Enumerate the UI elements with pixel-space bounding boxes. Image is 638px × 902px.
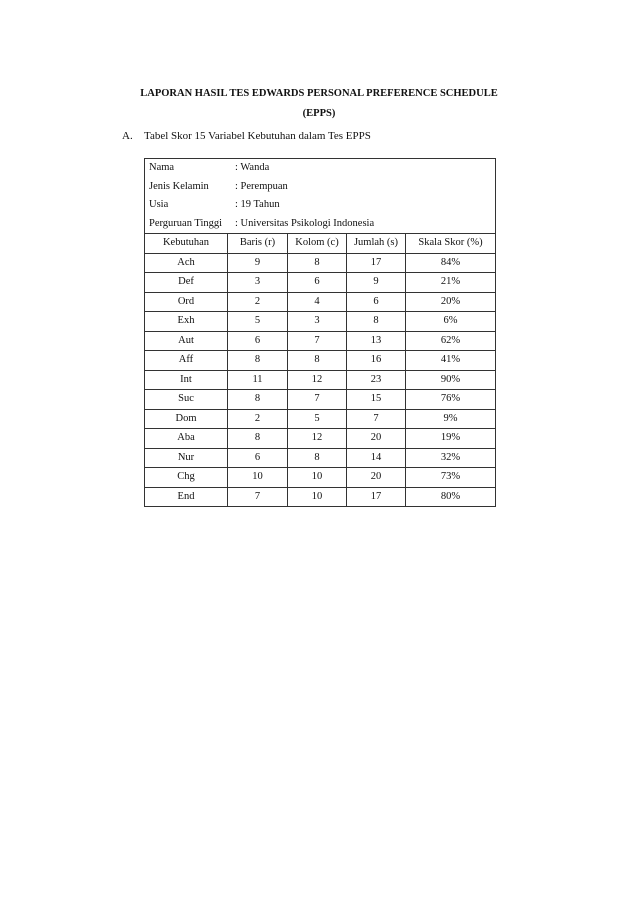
section-heading <box>122 130 371 142</box>
info-value: : Perempuan <box>235 180 288 192</box>
column-header: Kebutuhan <box>145 234 228 254</box>
table-cell: 17 <box>347 487 406 507</box>
info-row-name <box>145 159 496 178</box>
table-cell: 41% <box>406 351 496 371</box>
table-row <box>145 273 496 293</box>
table-cell: 3 <box>288 312 347 332</box>
table-cell: 16 <box>347 351 406 371</box>
info-row-gender <box>145 178 496 197</box>
table-row <box>145 312 496 332</box>
info-label: Nama <box>149 162 175 173</box>
table-cell: 20 <box>347 429 406 449</box>
column-header: Jumlah (s) <box>347 234 406 254</box>
table-cell: 6 <box>228 331 288 351</box>
table-cell: 15 <box>347 390 406 410</box>
table-cell: 10 <box>288 468 347 488</box>
column-header-row <box>145 234 496 254</box>
table-cell: 7 <box>228 487 288 507</box>
table-cell: Ord <box>145 292 228 312</box>
table-row <box>145 253 496 273</box>
table-cell: Def <box>145 273 228 293</box>
table-cell: 2 <box>228 292 288 312</box>
column-header: Skala Skor (%) <box>406 234 496 254</box>
table-row <box>145 487 496 507</box>
table-row <box>145 331 496 351</box>
table-cell: 8 <box>288 351 347 371</box>
table-cell: 32% <box>406 448 496 468</box>
table-cell: 17 <box>347 253 406 273</box>
column-header: Baris (r) <box>228 234 288 254</box>
table-row <box>145 292 496 312</box>
table-cell: 6 <box>288 273 347 293</box>
table-cell: 3 <box>228 273 288 293</box>
table-row <box>145 448 496 468</box>
table-cell: 13 <box>347 331 406 351</box>
table-cell: 6 <box>228 448 288 468</box>
info-label: Perguruan Tinggi <box>149 217 223 229</box>
table-cell: 20 <box>347 468 406 488</box>
table-cell: 20% <box>406 292 496 312</box>
info-label: Jenis Kelamin <box>149 180 209 192</box>
table-cell: 12 <box>288 429 347 449</box>
table-row <box>145 468 496 488</box>
table-cell: 4 <box>288 292 347 312</box>
table-row <box>145 409 496 429</box>
table-cell: 5 <box>228 312 288 332</box>
table-cell: Int <box>145 370 228 390</box>
table-row <box>145 351 496 371</box>
table-cell: 84% <box>406 253 496 273</box>
section-heading-text: Tabel Skor 15 Variabel Kebutuhan dalam Tes EPPS <box>144 130 371 142</box>
table-cell: 8 <box>228 351 288 371</box>
table-cell: 10 <box>228 468 288 488</box>
table-cell: 80% <box>406 487 496 507</box>
table-cell: 9 <box>228 253 288 273</box>
table-cell: 8 <box>347 312 406 332</box>
table-cell: 6 <box>347 292 406 312</box>
table-cell: 23 <box>347 370 406 390</box>
table-row <box>145 390 496 410</box>
table-cell: 90% <box>406 370 496 390</box>
table-cell: End <box>145 487 228 507</box>
table-cell: Exh <box>145 312 228 332</box>
table-cell: 14 <box>347 448 406 468</box>
info-value: : Wanda <box>235 162 270 173</box>
section-letter: A. <box>122 130 133 142</box>
report-title <box>0 84 638 124</box>
info-label: Usia <box>149 199 169 210</box>
table-cell: Aut <box>145 331 228 351</box>
score-body <box>145 253 496 507</box>
table-row <box>145 370 496 390</box>
table-cell: 6% <box>406 312 496 332</box>
epps-score-table <box>144 158 496 507</box>
table-cell: Aff <box>145 351 228 371</box>
column-header: Kolom (c) <box>288 234 347 254</box>
table-cell: 10 <box>288 487 347 507</box>
table-cell: 7 <box>288 331 347 351</box>
table-cell: 8 <box>288 253 347 273</box>
table-cell: 5 <box>288 409 347 429</box>
table-cell: 9 <box>347 273 406 293</box>
table-cell: 11 <box>228 370 288 390</box>
report-title-line1: LAPORAN HASIL TES EDWARDS PERSONAL PREFERENCE SCHEDULE <box>140 88 498 99</box>
report-title-line2: (EPPS) <box>302 108 336 119</box>
info-row-age <box>145 196 496 215</box>
table-cell: 2 <box>228 409 288 429</box>
info-value: : 19 Tahun <box>235 199 280 210</box>
table-cell: Ach <box>145 253 228 273</box>
table-cell: 76% <box>406 390 496 410</box>
info-value: : Universitas Psikologi Indonesia <box>235 217 375 229</box>
table-cell: Chg <box>145 468 228 488</box>
table-cell: 73% <box>406 468 496 488</box>
table-cell: 8 <box>228 390 288 410</box>
table-row <box>145 429 496 449</box>
table-cell: 9% <box>406 409 496 429</box>
table-cell: 19% <box>406 429 496 449</box>
table-cell: Suc <box>145 390 228 410</box>
table-cell: 62% <box>406 331 496 351</box>
table-cell: 8 <box>228 429 288 449</box>
table-cell: 21% <box>406 273 496 293</box>
table-cell: 8 <box>288 448 347 468</box>
table-cell: 7 <box>288 390 347 410</box>
table-cell: 7 <box>347 409 406 429</box>
info-row-university <box>145 215 496 234</box>
table-cell: Nur <box>145 448 228 468</box>
table-cell: Aba <box>145 429 228 449</box>
table-cell: 12 <box>288 370 347 390</box>
table-cell: Dom <box>145 409 228 429</box>
